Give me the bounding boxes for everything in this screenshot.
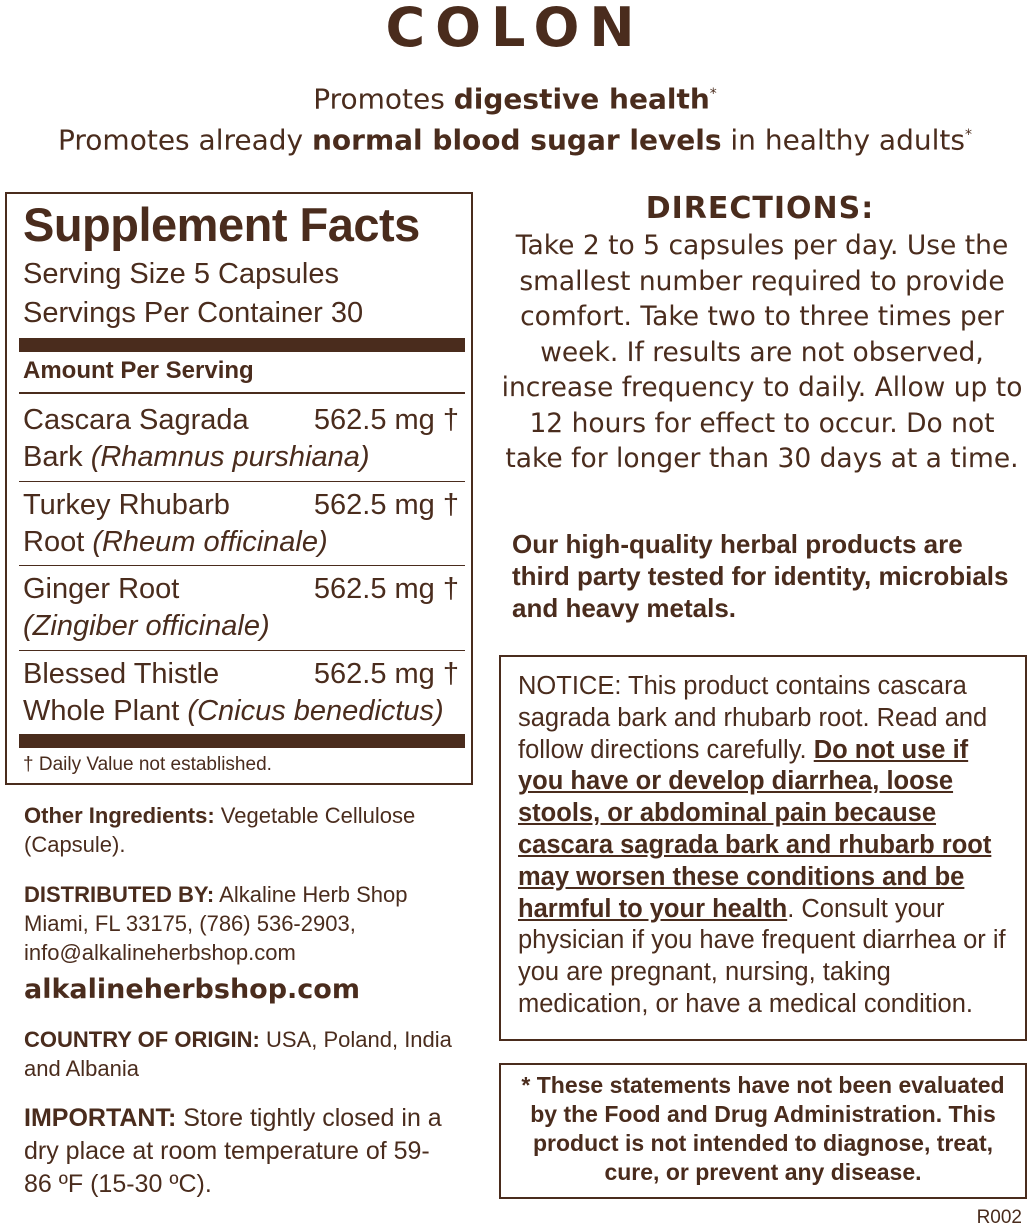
divider-thick [19,734,465,748]
directions-title: DIRECTIONS: [645,191,875,226]
ingredient-name: Turkey Rhubarb [23,489,230,521]
ingredient-source: Whole Plant (Cnicus benedictus) [23,695,444,727]
ingredient-amount: 562.5 mg † [313,658,459,690]
website-link[interactable]: alkalineherbshop.com [24,974,360,1005]
divider [19,650,465,651]
product-title: COLON [385,0,645,59]
daily-value-note: † Daily Value not established. [23,754,272,775]
ingredient-name: Cascara Sagrada [23,404,249,436]
ingredient-amount: 562.5 mg † [313,573,459,605]
tagline-blood-sugar: Promotes already normal blood sugar levels in healthy adults* [58,123,972,157]
label-code: R002 [976,1207,1022,1228]
country-of-origin: COUNTRY OF ORIGIN: USA, Poland, India and Albania [24,1027,452,1081]
amount-per-serving-header: Amount Per Serving [23,357,254,384]
ingredient-name: Blessed Thistle [23,658,220,690]
tagline-digestive: Promotes digestive health* [313,82,717,116]
ingredient-amount: 562.5 mg † [313,489,459,521]
divider [19,481,465,482]
supplement-facts-panel [5,192,473,785]
notice-text: NOTICE: This product contains cascara sagrada bark and rhubarb root. Read and follow directions carefully. Do not use if you have or develop diarrhea, loose stools, or abdominal pain because cascara sagrada bark and rhubarb root may worsen these conditions and be harmful to your health. Consult your physician if you have frequent diarrhea or if you are pregnant, nursing, taking medication, or have a medical condition. [518,672,1006,1018]
divider-thick [19,338,465,352]
divider [19,392,465,394]
ingredient-source: Bark (Rhamnus purshiana) [23,441,370,473]
other-ingredients: Other Ingredients: Vegetable Cellulose (Capsule). [24,803,416,857]
divider [19,565,465,566]
storage-instructions: IMPORTANT: Store tightly closed in a dry place at room temperature of 59-86 ºF (15-30 ºC). [24,1104,442,1198]
quality-statement: Our high-quality herbal products are third party tested for identity, microbials and heavy metals. [512,529,1009,623]
notice-warning: Do not use if you have or develop diarrhea, loose stools, or abdominal pain because cascara sagrada bark and rhubarb root may worsen these conditions and be harmful to your health [518,735,992,923]
distributor: DISTRIBUTED BY: Alkaline Herb Shop Miami, FL 33175, (786) 536-2903, info@alkalineherbshop.com [24,882,408,965]
ingredient-name: Ginger Root [23,573,180,605]
ingredient-source: Root (Rheum officinale) [23,526,328,558]
serving-size: Serving Size 5 Capsules [23,258,339,290]
ingredient-source: (Zingiber officinale) [23,610,270,642]
fda-disclaimer: * These statements have not been evaluated by the Food and Drug Administration. This product is not intended to diagnose, treat, cure, or prevent any disease. [521,1072,1005,1185]
facts-title: Supplement Facts [23,198,420,251]
directions-text: Take 2 to 5 capsules per day. Use the smallest number required to provide comfort. Take two to three times per week. If results are not observed, increase frequency to daily. Allow up to 12 hours for effect to occur. Do not take for longer than 30 days at a time. [501,230,1023,474]
ingredient-amount: 562.5 mg † [313,404,459,436]
servings-per-container: Servings Per Container 30 [23,297,364,329]
